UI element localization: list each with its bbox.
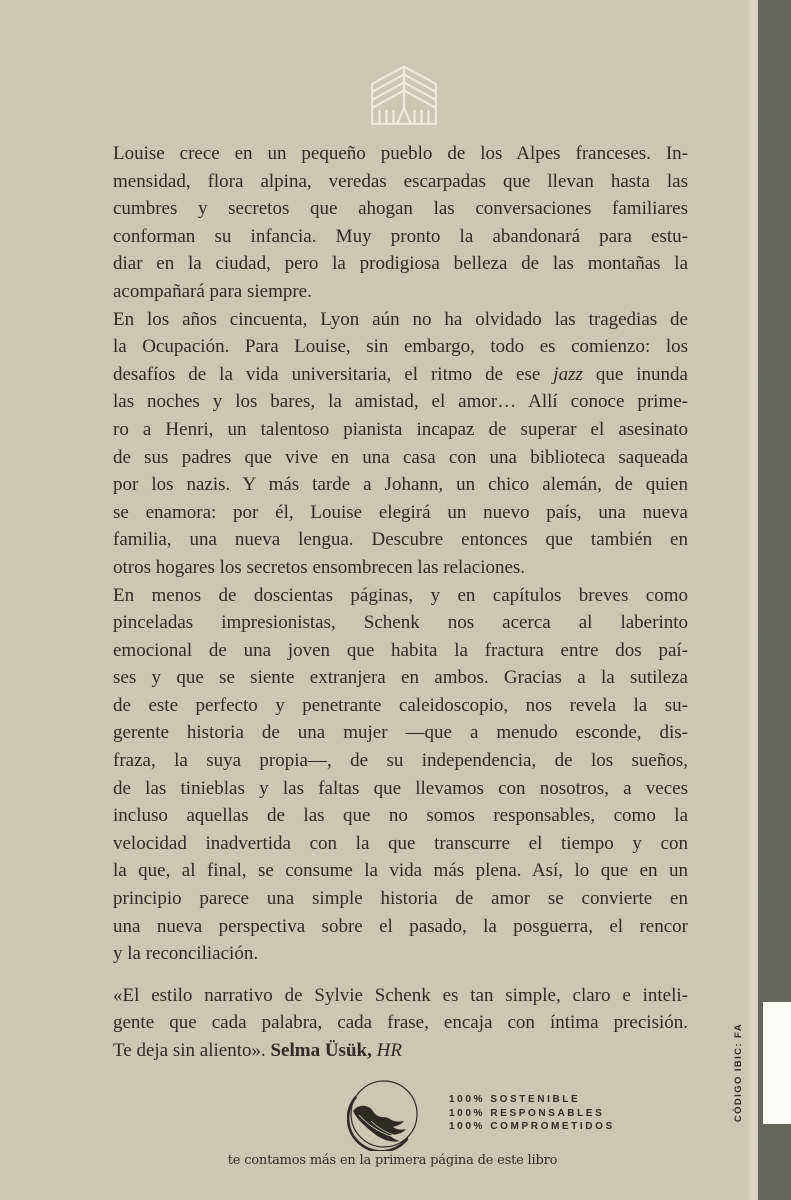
text-line: la Ocupación. Para Louise, sin embargo, todo es comienzo: los (113, 336, 688, 358)
leaf-shape (353, 1106, 406, 1142)
text-line: gerente historia de una mujer —que a menudo esconde, dis- (113, 722, 688, 744)
text-line: En los años cincuenta, Lyon aún no ha olvidado las tragedias de (113, 308, 688, 330)
text-line: fraza, la suya propia—, de su independencia, de los sueños, (113, 750, 688, 772)
text-line: la que, al final, se consume la vida más plena. Así, lo que en un (113, 860, 688, 882)
text-line: gente que cada palabra, cada frase, encaja con íntima precisión. (113, 1012, 688, 1034)
text-line: familia, una nueva lengua. Descubre entonces que también en (113, 529, 688, 551)
paragraph (113, 582, 688, 968)
text-line: emocional de una joven que habita la fractura entre dos paí- (113, 639, 688, 661)
paragraph (113, 306, 688, 582)
page-block-edge (763, 1002, 791, 1124)
cover-edge-highlight (746, 0, 758, 1200)
footer-note: te contamos más en la primera página de este libro (227, 1153, 558, 1168)
text-line: Louise crece en un pequeño pueblo de los Alpes franceses. In- (113, 143, 688, 164)
text-line: otros hogares los secretos ensombrecen las relaciones. (113, 556, 526, 578)
text-line: principio parece una simple historia de amor se convierte en (113, 888, 688, 910)
eco-claim: 100% SOSTENIBLE (449, 1094, 581, 1105)
text-line: una nueva perspectiva sobre el pasado, la posguerra, el rencor (113, 915, 688, 937)
text-line: Te deja sin aliento». Selma Üsük, HR (113, 1040, 402, 1061)
paragraph (113, 140, 688, 306)
text-line: de sus padres que vive en una casa con una biblioteca saqueada (113, 446, 688, 468)
eco-leaf-circle-logo (347, 1077, 421, 1151)
text-line: desafíos de la vida universitaria, el ritmo de ese jazz que inunda (113, 363, 688, 385)
publisher-building-logo (371, 65, 437, 125)
text-line: por los nazis. Y más tarde a Johann, un chico alemán, de quien (113, 474, 688, 496)
eco-claims (449, 1093, 615, 1134)
text-line: pinceladas impresionistas, Schenk nos acerca al laberinto (113, 612, 688, 634)
text-line: acompañará para siempre. (113, 280, 312, 302)
eco-claim: 100% COMPROMETIDOS (449, 1121, 615, 1132)
text-line: de este perfecto y penetrante caleidoscopio, nos revela la su- (113, 694, 688, 716)
text-line: las noches y los bares, la amistad, el amor… Allí conoce prime- (113, 391, 688, 413)
text-line: se enamora: por él, Louise elegirá un nuevo país, una nueva (113, 501, 688, 523)
text-line: cumbres y secretos que ahogan las conversaciones familiares (113, 198, 688, 220)
text-line: En menos de doscientas páginas, y en capítulos breves como (113, 584, 688, 606)
text-line: ses y que se siente extranjera en ambos. Gracias a la sutileza (113, 667, 688, 689)
text-line: de las tinieblas y las faltas que llevamos con nosotros, a veces (113, 777, 688, 799)
text-line: y la reconciliación. (113, 943, 259, 965)
text-line: mensidad, flora alpina, veredas escarpadas que llevan hasta las (113, 170, 688, 192)
text-line: conforman su infancia. Muy pronto la abandonará para estu- (113, 225, 688, 247)
text-line: «El estilo narrativo de Sylvie Schenk es tan simple, claro e inteli- (113, 984, 688, 1006)
text-line: velocidad inadvertida con la que transcurre el tiempo y con (113, 832, 688, 854)
body-text (113, 140, 688, 1065)
text-line: incluso aquellas de las que no somos responsables, como la (113, 805, 688, 827)
eco-claim: 100% RESPONSABLES (449, 1107, 605, 1119)
text-line: diar en la ciudad, pero la prodigiosa belleza de las montañas la (113, 253, 688, 275)
ibic-code-label: CÓDIGO IBIC: FA (733, 1023, 744, 1123)
text-line: ro a Henri, un talentoso pianista incapaz de superar el asesinato (113, 418, 688, 440)
paragraph (113, 982, 688, 1065)
